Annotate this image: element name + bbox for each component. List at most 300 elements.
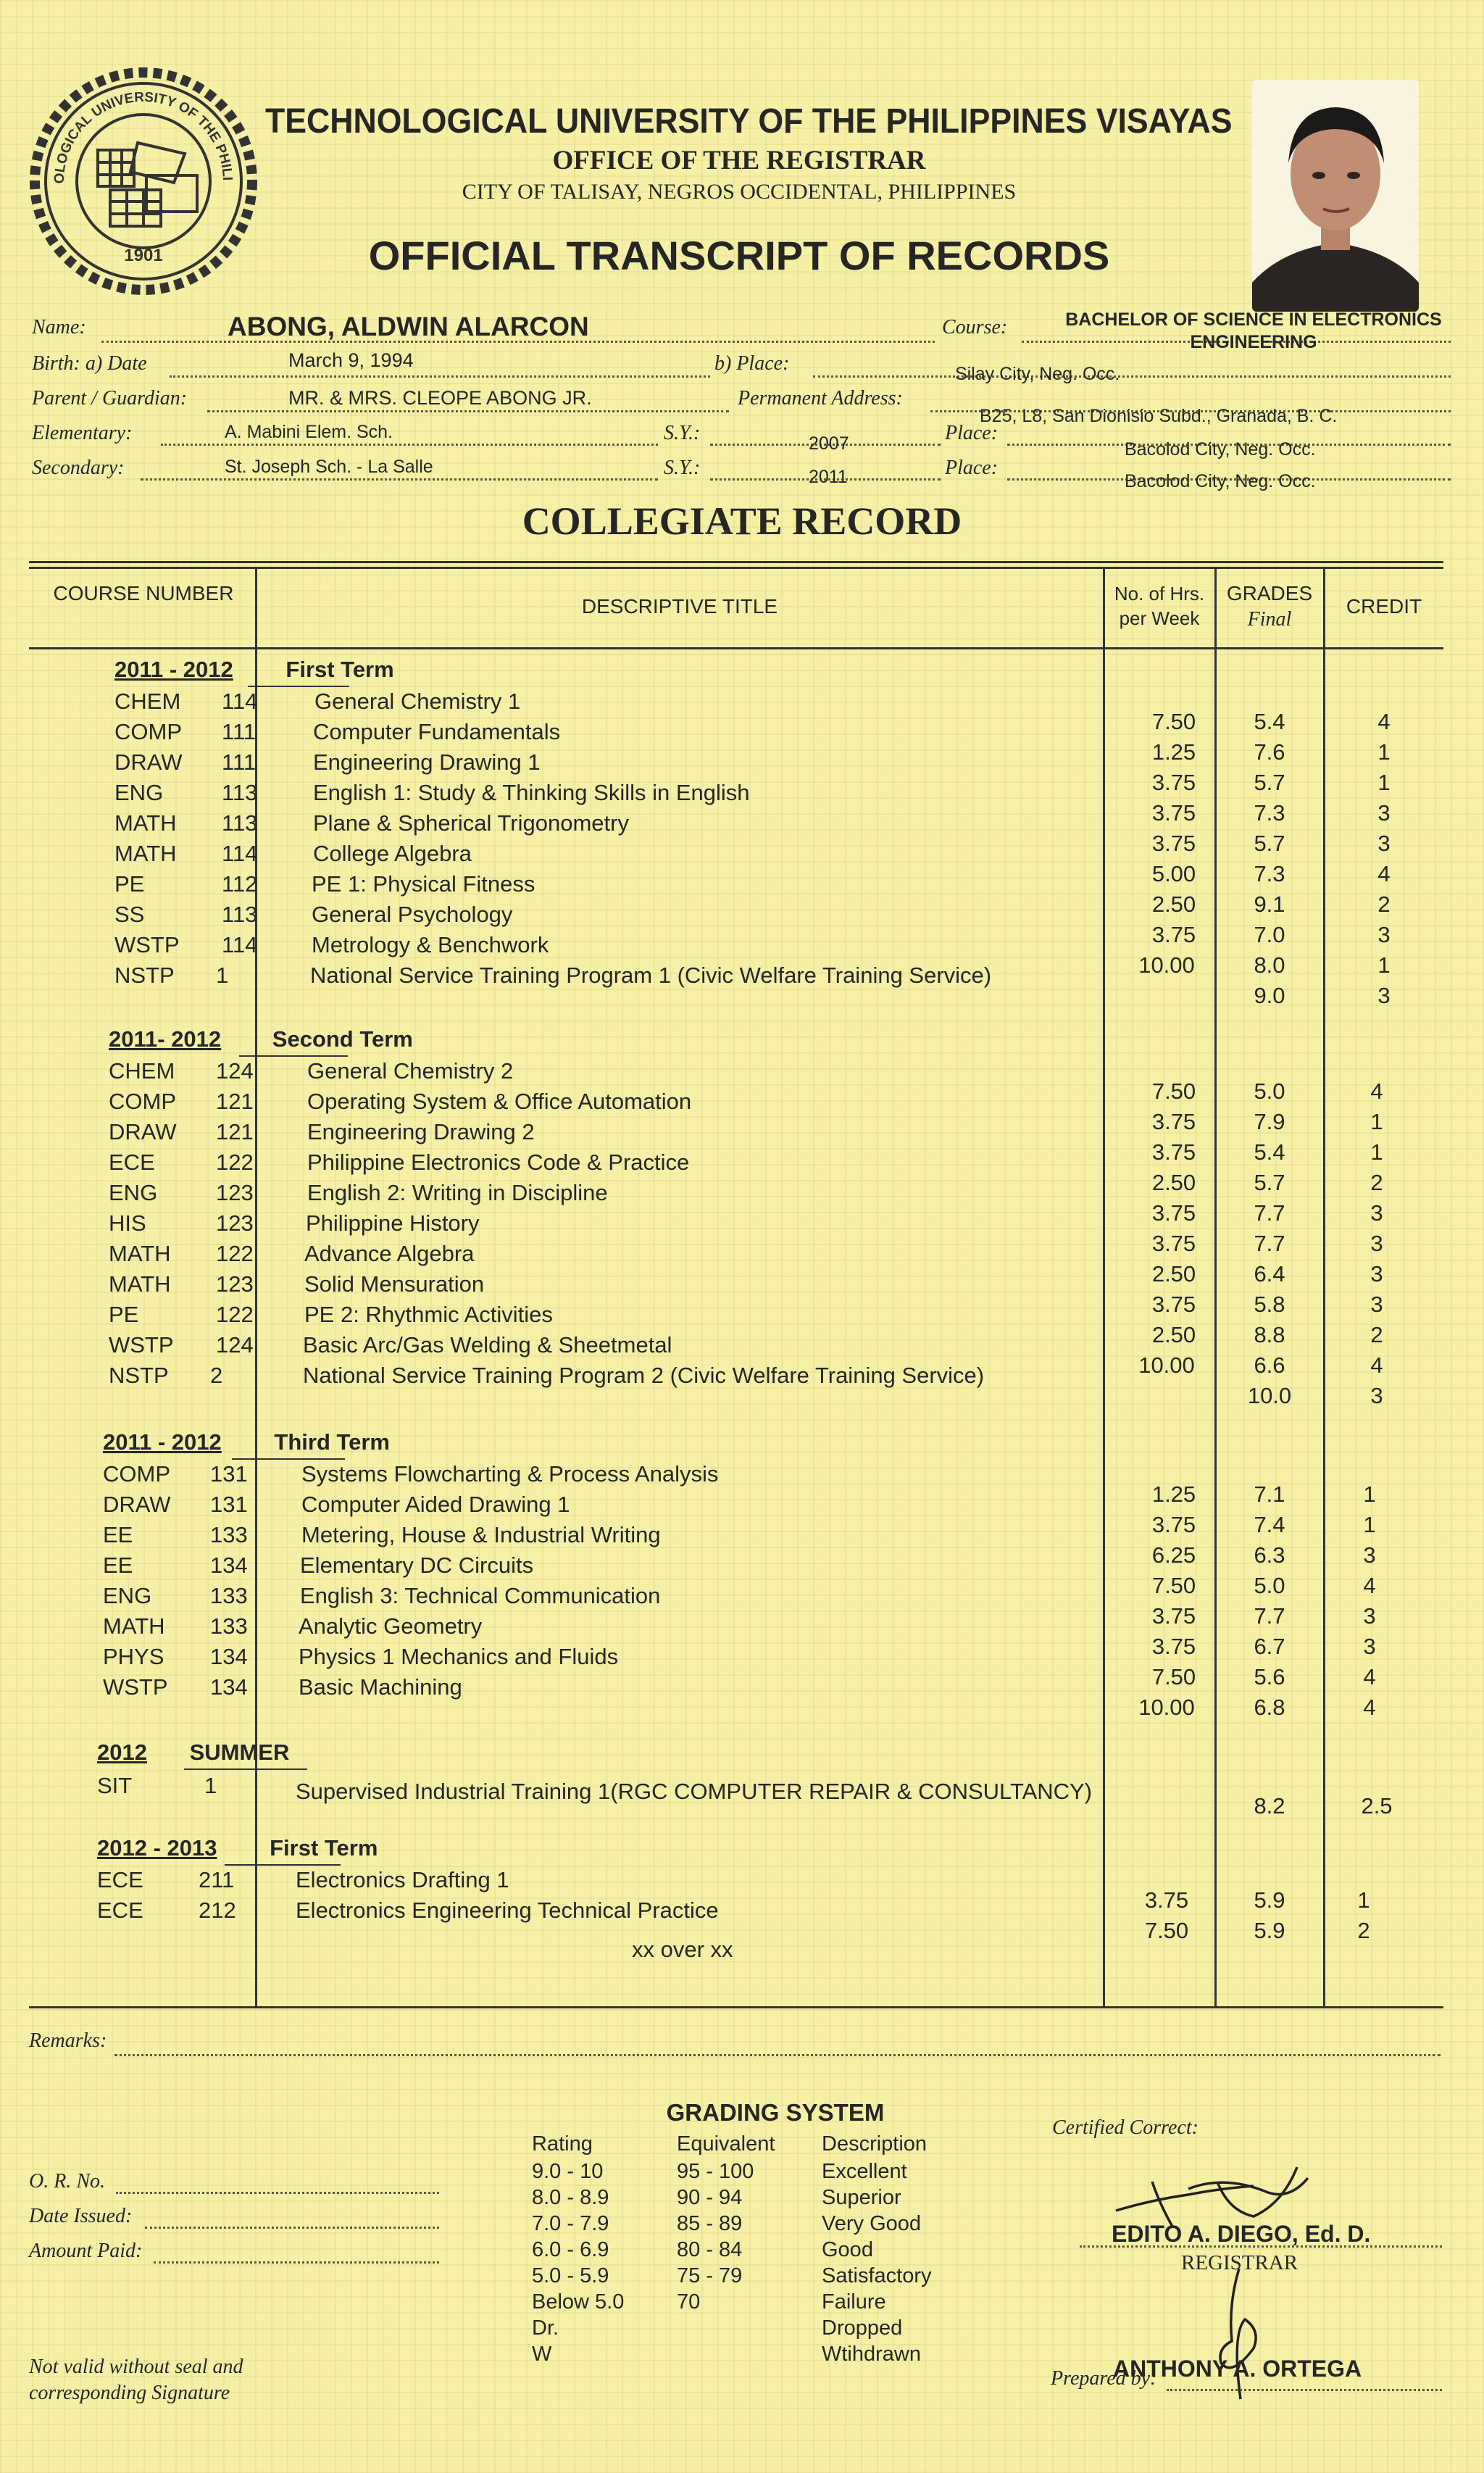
course-grade: 5.7 <box>1254 770 1285 795</box>
col-header-course-number: COURSE NUMBER <box>53 582 234 604</box>
course-subject: WSTP <box>114 932 180 957</box>
course-subject: SS <box>114 902 145 927</box>
elementary-underline <box>161 444 658 446</box>
elementary-sy-label: S.Y.: <box>664 422 701 444</box>
course-title: Engineering Drawing 1 <box>313 749 541 775</box>
course-hours: 3.75 <box>1144 1887 1189 1913</box>
course-number: 122 <box>216 1241 254 1266</box>
course-hours: 3.75 <box>1151 1139 1196 1165</box>
course-number: 114 <box>222 932 258 957</box>
course-subject: WSTP <box>109 1332 174 1358</box>
table-top-border <box>29 561 1443 563</box>
term-underline <box>239 1055 348 1057</box>
grading-rating-cell: 9.0 - 10 <box>532 2160 604 2183</box>
birth-date-underline <box>170 375 710 378</box>
course-hours: 2.50 <box>1151 1261 1196 1287</box>
term-header <box>114 657 394 683</box>
birth-place-underline <box>813 375 1451 378</box>
course-subject: NSTP <box>114 963 175 988</box>
course-number: 134 <box>210 1553 248 1578</box>
term-underline <box>184 1768 307 1770</box>
term-header <box>109 1026 413 1052</box>
university-seal <box>29 67 258 296</box>
prepared-by-label: Prepared by: <box>1051 2367 1157 2390</box>
course-grade: 7.3 <box>1254 800 1285 826</box>
grading-rating-cell: 8.0 - 8.9 <box>532 2186 609 2209</box>
course-credit: 3 <box>1370 1231 1383 1256</box>
course-title: National Service Training Program 1 (Civic Welfare Training Service) <box>310 963 992 988</box>
course-grade: 7.3 <box>1254 861 1285 886</box>
col-header-hours: No. of Hrs. per Week <box>1114 583 1205 629</box>
preparer-underline <box>1167 2389 1442 2391</box>
course-grade: 9.1 <box>1254 891 1285 917</box>
course-title: General Chemistry 1 <box>314 689 521 714</box>
course-number: 113 <box>222 780 258 805</box>
course-grade: 6.8 <box>1254 1695 1285 1720</box>
col-header-credit: CREDIT <box>1346 595 1422 618</box>
term-underline <box>225 1864 341 1866</box>
course-subject: CHEM <box>114 689 181 714</box>
course-grade: 7.7 <box>1254 1603 1285 1629</box>
course-number: 111 <box>222 719 257 744</box>
course-credit: 1 <box>1370 1109 1383 1134</box>
remarks-underline <box>114 2054 1441 2056</box>
or-no-underline <box>116 2192 439 2194</box>
term-year: 2012 <box>97 1740 147 1765</box>
course-subject: MATH <box>103 1613 165 1639</box>
course-hours: 3.75 <box>1151 1292 1196 1317</box>
birth-date: March 9, 1994 <box>288 349 414 371</box>
course-title: PE 2: Rhythmic Activities <box>304 1302 553 1327</box>
registrar-title: REGISTRAR <box>1181 2251 1298 2274</box>
term-underline <box>232 1458 345 1460</box>
course-title: English 3: Technical Communication <box>300 1583 661 1608</box>
course-hours: 7.50 <box>1151 1078 1196 1104</box>
course-hours: 3.75 <box>1151 1634 1196 1659</box>
course-credit: 3 <box>1370 1200 1383 1226</box>
course-label: Course: <box>942 316 1008 338</box>
course-title: Physics 1 Mechanics and Fluids <box>299 1644 619 1669</box>
course-title: National Service Training Program 2 (Civic Welfare Training Service) <box>303 1363 985 1388</box>
term-name: First Term <box>285 657 394 682</box>
course-number: 121 <box>216 1119 254 1144</box>
course-title: PE 1: Physical Fitness <box>312 871 535 897</box>
course-hours: 1.25 <box>1151 739 1196 765</box>
course-subject: PE <box>114 871 145 897</box>
document-title: OFFICIAL TRANSCRIPT OF RECORDS <box>368 233 1110 278</box>
grading-description-cell: Good <box>822 2238 873 2261</box>
grading-rating-cell: W <box>532 2343 552 2366</box>
course-grade: 7.9 <box>1254 1109 1285 1134</box>
collegiate-record-title: COLLEGIATE RECORD <box>522 499 962 543</box>
course-title: Metrology & Benchwork <box>312 932 549 957</box>
course-credit: 1 <box>1357 1887 1370 1913</box>
course-hours: 10.00 <box>1138 1695 1195 1720</box>
course-title: Computer Aided Drawing 1 <box>301 1492 570 1517</box>
course-credit: 2.5 <box>1361 1793 1393 1819</box>
course-number: 133 <box>210 1522 248 1547</box>
course-credit: 4 <box>1377 861 1391 886</box>
course-credit: 1 <box>1377 739 1391 765</box>
elementary-place: Bacolod City, Neg. Occ. <box>1125 439 1316 460</box>
course-number: 1 <box>204 1773 217 1798</box>
course-hours: 10.00 <box>1138 1352 1195 1378</box>
course-credit: 3 <box>1363 1634 1376 1659</box>
course-grade: 6.3 <box>1254 1542 1285 1568</box>
course-grade: 10.0 <box>1247 1383 1292 1408</box>
term-name: Second Term <box>272 1026 413 1052</box>
course-grade: 8.0 <box>1254 952 1285 978</box>
elementary-school: A. Mabini Elem. Sch. <box>225 422 393 442</box>
course-credit: 2 <box>1370 1170 1383 1195</box>
registrar-name: EDITO A. DIEGO, Ed. D. <box>1112 2221 1371 2247</box>
course-subject: ECE <box>109 1150 155 1175</box>
course-subject: HIS <box>109 1210 146 1236</box>
course-number: 134 <box>210 1674 248 1700</box>
course-title: Advance Algebra <box>304 1241 475 1266</box>
end-marker: xx over xx <box>632 1937 733 1962</box>
grading-header-description: Description <box>822 2132 928 2156</box>
course-hours: 3.75 <box>1151 831 1196 856</box>
course-subject: COMP <box>109 1089 176 1114</box>
course-subject: ENG <box>109 1180 158 1205</box>
course-number: 123 <box>216 1271 254 1297</box>
term-header <box>97 1835 378 1861</box>
grading-equivalent-cell: 90 - 94 <box>677 2186 743 2209</box>
university-name: TECHNOLOGICAL UNIVERSITY OF THE PHILIPPINES VISAYAS <box>265 102 1233 141</box>
seal-text: OLOGICAL UNIVERSITY OF THE PHILI <box>51 89 235 184</box>
table-top-border-inner <box>29 567 1443 569</box>
term-name: Third Term <box>274 1429 390 1455</box>
course-number: 122 <box>216 1302 254 1327</box>
course-credit: 3 <box>1370 1292 1383 1317</box>
col-header-grades: GRADES <box>1226 582 1313 604</box>
course-grade: 5.7 <box>1254 1170 1285 1195</box>
course-grade: 8.2 <box>1254 1793 1285 1819</box>
course-title: College Algebra <box>313 841 472 866</box>
course-hours: 6.25 <box>1151 1542 1196 1568</box>
course-subject: NSTP <box>109 1363 169 1388</box>
secondary-sy: 2011 <box>809 467 848 487</box>
secondary-school: St. Joseph Sch. - La Salle <box>225 457 433 477</box>
grading-description-cell: Satisfactory <box>822 2264 932 2287</box>
course-hours: 2.50 <box>1151 891 1196 917</box>
course-credit: 1 <box>1363 1512 1376 1537</box>
course-number: 133 <box>210 1583 248 1608</box>
grading-rating-cell: 6.0 - 6.9 <box>532 2238 609 2261</box>
preparer-name: ANTHONY A. ORTEGA <box>1113 2356 1362 2382</box>
elementary-place-label: Place: <box>945 422 999 444</box>
course-subject: COMP <box>114 719 182 744</box>
amount-paid-label: Amount Paid: <box>29 2240 143 2262</box>
course-hours: 2.50 <box>1151 1170 1196 1195</box>
course-credit: 3 <box>1377 922 1391 947</box>
table-row <box>0 1674 1484 1720</box>
course-title: Operating System & Office Automation <box>307 1089 692 1114</box>
course-number: 114 <box>222 689 258 714</box>
course-title: Systems Flowcharting & Process Analysis <box>301 1461 719 1487</box>
date-issued-underline <box>145 2227 439 2229</box>
grading-description-cell: Failure <box>822 2290 886 2314</box>
address: B25, L8, San Dionisio Subd., Granada, B. C. <box>980 406 1338 426</box>
course-credit: 2 <box>1377 891 1391 917</box>
course-grade: 5.8 <box>1254 1292 1285 1317</box>
course-number: 131 <box>210 1461 248 1487</box>
course-title: Electronics Engineering Technical Practice <box>296 1898 719 1923</box>
remarks-label: Remarks: <box>29 2029 107 2052</box>
course-hours: 3.75 <box>1151 1512 1196 1537</box>
amount-paid-underline <box>154 2261 439 2264</box>
course-title: Electronics Drafting 1 <box>296 1867 509 1892</box>
term-name: SUMMER <box>189 1740 290 1765</box>
course-number: 112 <box>222 871 258 897</box>
course-hours: 3.75 <box>1151 922 1196 947</box>
course-grade: 5.0 <box>1254 1078 1285 1104</box>
course-grade: 7.4 <box>1254 1512 1285 1537</box>
course-number: 121 <box>216 1089 254 1114</box>
preparer-signature <box>1188 2261 1290 2406</box>
table-row <box>0 1773 1484 1819</box>
course-credit: 4 <box>1363 1573 1376 1598</box>
course-subject: DRAW <box>103 1492 171 1517</box>
course-grade: 9.0 <box>1254 983 1285 1008</box>
elementary-label: Elementary: <box>32 422 133 444</box>
course-credit: 4 <box>1370 1352 1383 1378</box>
course-title: Computer Fundamentals <box>313 719 561 744</box>
course-grade: 6.4 <box>1254 1261 1285 1287</box>
table-header-divider <box>29 647 1443 649</box>
course-hours: 3.75 <box>1151 1109 1196 1134</box>
course-grade: 6.6 <box>1254 1352 1285 1378</box>
not-valid-note-line1: Not valid without seal and <box>29 2356 243 2378</box>
course-subject: ENG <box>114 780 164 805</box>
course-credit: 2 <box>1370 1322 1383 1347</box>
course-grade: 5.9 <box>1254 1887 1285 1913</box>
course-hours: 3.75 <box>1151 770 1196 795</box>
course-title: Engineering Drawing 2 <box>307 1119 535 1144</box>
term-year: 2011 - 2012 <box>114 657 233 682</box>
course-hours: 7.50 <box>1151 709 1196 734</box>
course-grade: 7.7 <box>1254 1231 1285 1256</box>
course-grade: 5.9 <box>1254 1918 1285 1943</box>
course-credit: 3 <box>1377 831 1391 856</box>
course-number: 123 <box>216 1180 254 1205</box>
course-title: Plane & Spherical Trigonometry <box>313 810 629 836</box>
course-hours: 2.50 <box>1151 1322 1196 1347</box>
course-grade: 5.4 <box>1254 709 1285 734</box>
course-title: General Psychology <box>312 902 513 927</box>
grading-equivalent-cell: 95 - 100 <box>677 2160 754 2183</box>
course-grade: 7.1 <box>1254 1481 1285 1507</box>
guardian-label: Parent / Guardian: <box>32 387 188 410</box>
course-title: Philippine History <box>306 1210 480 1236</box>
course-subject: EE <box>103 1522 133 1547</box>
course-title: General Chemistry 2 <box>307 1058 514 1084</box>
course-number: 124 <box>216 1058 254 1084</box>
course-number: 1 <box>216 963 229 988</box>
grading-description-cell: Very Good <box>822 2212 922 2235</box>
office-name: OFFICE OF THE REGISTRAR <box>552 146 926 175</box>
secondary-place-label: Place: <box>945 457 999 479</box>
course-subject: MATH <box>114 841 177 866</box>
course-credit: 3 <box>1363 1542 1376 1568</box>
course-subject: MATH <box>109 1271 171 1297</box>
course-subject: DRAW <box>109 1119 177 1144</box>
grading-description-cell: Excellent <box>822 2160 907 2183</box>
course-credit: 1 <box>1370 1139 1383 1165</box>
course-credit: 4 <box>1377 709 1391 734</box>
secondary-label: Secondary: <box>32 457 125 479</box>
grading-system-title: GRADING SYSTEM <box>666 2099 885 2126</box>
course-credit: 4 <box>1363 1695 1376 1720</box>
course-credit: 2 <box>1357 1918 1370 1943</box>
address-label: Permanent Address: <box>738 387 903 410</box>
date-issued-label: Date Issued: <box>29 2205 133 2227</box>
course-title: Analytic Geometry <box>299 1613 483 1639</box>
table-row <box>0 963 1484 1008</box>
course-hours: 7.50 <box>1151 1573 1196 1598</box>
birth-place-label: b) Place: <box>714 352 790 375</box>
grading-equivalent-cell: 75 - 79 <box>677 2264 743 2287</box>
term-header <box>103 1429 390 1455</box>
course-grade: 5.4 <box>1254 1139 1285 1165</box>
name-label: Name: <box>32 316 86 338</box>
grading-rating-cell: 7.0 - 7.9 <box>532 2212 609 2235</box>
course-hours: 3.75 <box>1151 800 1196 826</box>
course-subject: EE <box>103 1553 133 1578</box>
or-no-label: O. R. No. <box>29 2170 105 2193</box>
course-number: 134 <box>210 1644 248 1669</box>
course-hours: 1.25 <box>1151 1481 1196 1507</box>
course-number: 124 <box>216 1332 254 1358</box>
course-hours: 3.75 <box>1151 1200 1196 1226</box>
course-credit: 3 <box>1370 1261 1383 1287</box>
secondary-underline <box>141 478 658 481</box>
course-title: Solid Mensuration <box>304 1271 485 1297</box>
term-year: 2012 - 2013 <box>97 1835 217 1861</box>
guardian-underline <box>207 410 729 412</box>
course-hours: 7.50 <box>1151 1664 1196 1689</box>
grading-header-equivalent: Equivalent <box>677 2132 775 2156</box>
course-number: 131 <box>210 1492 248 1517</box>
course-title: Basic Machining <box>299 1674 462 1700</box>
course-subject: WSTP <box>103 1674 168 1700</box>
grading-rating-cell: Below 5.0 <box>532 2290 625 2314</box>
course-subject: PHYS <box>103 1644 164 1669</box>
birth-date-label: Birth: a) Date <box>32 352 147 375</box>
course-credit: 3 <box>1377 800 1391 826</box>
term-header <box>97 1740 289 1766</box>
course-subject: MATH <box>114 810 177 836</box>
course-title: English 1: Study & Thinking Skills in English <box>313 780 750 805</box>
certified-correct-label: Certified Correct: <box>1052 2116 1199 2139</box>
term-underline <box>248 686 349 687</box>
birth-place: Silay City, Neg. Occ. <box>955 364 1120 384</box>
course-credit: 1 <box>1363 1481 1376 1507</box>
course-grade: 8.8 <box>1254 1322 1285 1347</box>
course-number: 114 <box>222 841 258 866</box>
course-hours: 3.75 <box>1151 1231 1196 1256</box>
secondary-sy-label: S.Y.: <box>664 457 701 479</box>
grading-header-rating: Rating <box>532 2132 593 2156</box>
course-grade: 7.7 <box>1254 1200 1285 1226</box>
student-name: ABONG, ALDWIN ALARCON <box>228 312 589 341</box>
guardian: MR. & MRS. CLEOPE ABONG JR. <box>288 387 592 409</box>
course-subject: CHEM <box>109 1058 175 1084</box>
course-subject: MATH <box>109 1241 171 1266</box>
course-hours: 3.75 <box>1151 1603 1196 1629</box>
course-title: English 2: Writing in Discipline <box>307 1180 608 1205</box>
course-subject: ENG <box>103 1583 152 1608</box>
course-credit: 3 <box>1377 983 1391 1008</box>
table-row <box>0 1898 1484 1943</box>
grading-equivalent-cell: 70 <box>677 2290 701 2314</box>
course-number: 212 <box>199 1898 236 1923</box>
course-number: 211 <box>199 1867 235 1892</box>
grading-description-cell: Dropped <box>822 2316 903 2340</box>
table-bottom-border <box>29 2006 1443 2008</box>
course-number: 113 <box>222 902 258 927</box>
table-row <box>0 1363 1484 1408</box>
course-number: 113 <box>222 810 258 836</box>
course-hours: 5.00 <box>1151 861 1196 886</box>
grading-equivalent-cell: 80 - 84 <box>677 2238 743 2261</box>
col-header-final: Final <box>1247 608 1292 631</box>
course-subject: SIT <box>97 1773 133 1798</box>
course-credit: 3 <box>1363 1603 1376 1629</box>
course-subject: DRAW <box>114 749 183 775</box>
student-photo <box>1252 80 1419 312</box>
elementary-sy: 2007 <box>809 433 849 454</box>
course-subject: COMP <box>103 1461 170 1487</box>
course-number: 111 <box>222 749 257 775</box>
course-credit: 1 <box>1377 952 1391 978</box>
course-number: 2 <box>210 1363 223 1388</box>
course-subject: ECE <box>97 1867 143 1892</box>
city-address: CITY OF TALISAY, NEGROS OCCIDENTAL, PHILIPPINES <box>462 180 1017 204</box>
course-credit: 1 <box>1377 770 1391 795</box>
course-subject: ECE <box>97 1898 143 1923</box>
course-grade: 5.7 <box>1254 831 1285 856</box>
course-title: Philippine Electronics Code & Practice <box>307 1150 690 1175</box>
grading-description-cell: Superior <box>822 2186 901 2209</box>
col-header-title: DESCRIPTIVE TITLE <box>581 595 778 618</box>
course-number: 122 <box>216 1150 254 1175</box>
course-grade: 7.0 <box>1254 922 1285 947</box>
grading-rating-cell: Dr. <box>532 2316 559 2340</box>
course-grade: 5.6 <box>1254 1664 1285 1689</box>
course-title: Basic Arc/Gas Welding & Sheetmetal <box>303 1332 672 1358</box>
seal-year: 1901 <box>124 246 163 265</box>
course-number: 133 <box>210 1613 248 1639</box>
term-year: 2011 - 2012 <box>103 1429 222 1455</box>
secondary-place: Bacolod City, Neg. Occ. <box>1125 471 1316 491</box>
term-name: First Term <box>270 1835 378 1861</box>
course-credit: 3 <box>1370 1383 1383 1408</box>
course-credit: 4 <box>1370 1078 1383 1104</box>
student-course: BACHELOR OF SCIENCE IN ELECTRONICS ENGINEERING <box>1065 309 1442 352</box>
course-credit: 4 <box>1363 1664 1376 1689</box>
course-hours: 7.50 <box>1144 1918 1189 1943</box>
not-valid-note-line2: corresponding Signature <box>29 2382 230 2404</box>
course-title: Metering, House & Industrial Writing <box>301 1522 661 1547</box>
term-year: 2011- 2012 <box>109 1026 222 1052</box>
grading-description-cell: Wtihdrawn <box>822 2343 921 2366</box>
course-grade: 7.6 <box>1254 739 1285 765</box>
course-subject: PE <box>109 1302 139 1327</box>
grading-equivalent-cell: 85 - 89 <box>677 2212 743 2235</box>
course-grade: 5.0 <box>1254 1573 1285 1598</box>
